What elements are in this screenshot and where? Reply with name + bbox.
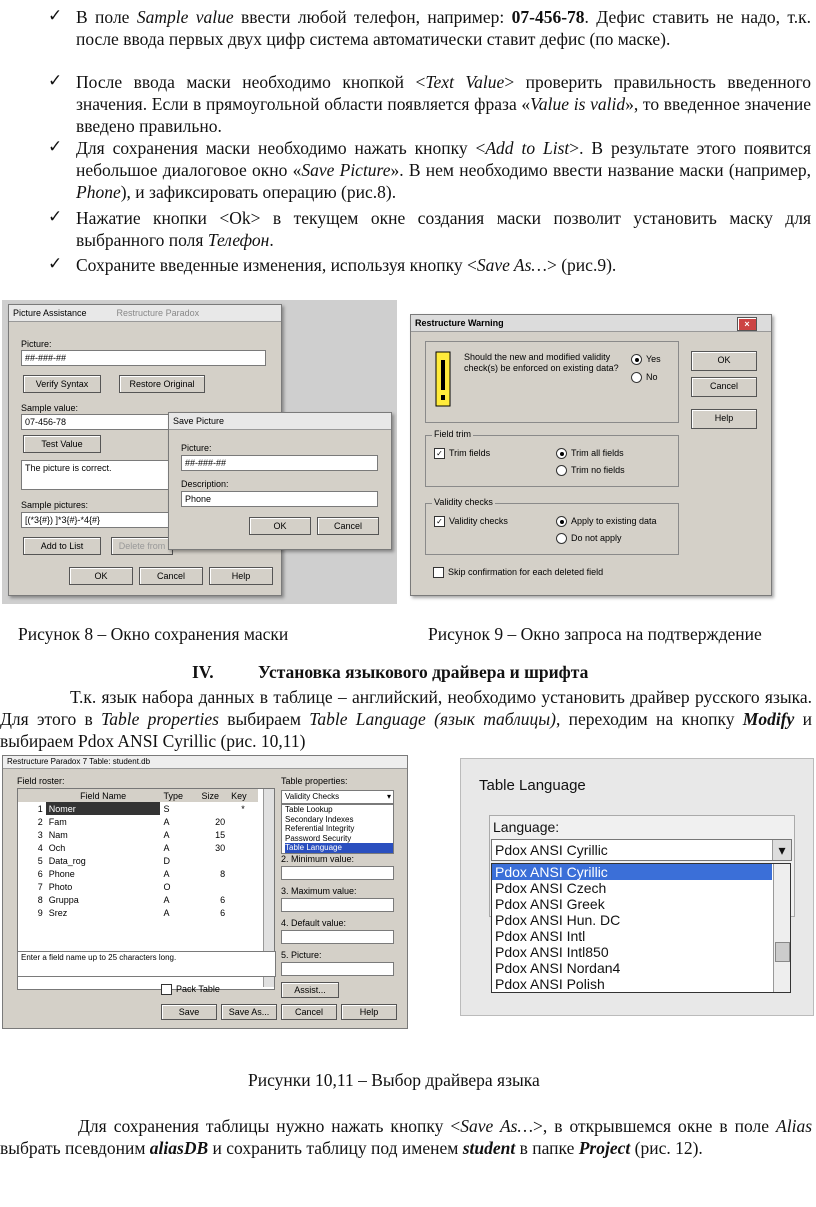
cancel-button[interactable]: Cancel xyxy=(691,377,757,397)
picture-input[interactable]: ##-###-## xyxy=(21,350,266,366)
do-not-apply-radio[interactable]: Do not apply xyxy=(556,533,622,544)
figure-11 xyxy=(460,758,814,1016)
maximum-input[interactable] xyxy=(281,898,394,912)
figure-9 xyxy=(410,300,812,600)
table-row[interactable]: 6 Phone A 8 xyxy=(37,868,226,879)
list-item[interactable]: Pdox ANSI Greek xyxy=(495,896,605,912)
ok-button[interactable]: OK xyxy=(691,351,757,371)
bullet-1: В поле Sample value ввести любой телефон, например: 07-456-78. Дефис ставить не надо, т.к. после ввода первых двух цифр система автоматически ставит дефис (по маске). xyxy=(76,7,812,49)
delete-from-button[interactable]: Delete from xyxy=(111,537,173,555)
picture-label: 5. Picture: xyxy=(281,950,322,960)
sample-value-input[interactable]: 07-456-78 xyxy=(21,414,266,430)
list-item-selected[interactable]: Pdox ANSI Cyrillic xyxy=(492,864,772,880)
paragraph-1: Т.к. язык набора данных в таблице – английский, необходимо установить драйвер русского языка. Для этого в Table properties выбираем Table Language (язык таблицы), переходим на кнопку Modify и выбираем Pdox ANSI Cyrillic (рис. 10,11) xyxy=(0,687,812,751)
trim-fields-checkbox[interactable]: ✓ Trim fields xyxy=(434,448,490,459)
help-button[interactable]: Help xyxy=(209,567,273,585)
minimum-input[interactable] xyxy=(281,866,394,880)
column-header: Key xyxy=(231,790,247,801)
list-item[interactable]: Pdox ANSI Intl xyxy=(495,928,586,944)
table-row[interactable]: 2 Fam A 20 xyxy=(37,816,226,827)
language-combo[interactable]: Pdox ANSI Cyrillic ▾ xyxy=(491,839,792,861)
language-list[interactable] xyxy=(491,863,791,993)
section-heading: Установка языкового драйвера и шрифта xyxy=(258,662,589,682)
list-item[interactable]: Table Lookup xyxy=(285,805,333,814)
table-row[interactable]: 5 Data_rog D xyxy=(37,855,170,866)
bullet-5: Сохраните введенные изменения, используя кнопку <Save As…> (рис.9). xyxy=(76,255,617,275)
trim-none-radio[interactable]: Trim no fields xyxy=(556,465,625,476)
save-as-button[interactable]: Save As... xyxy=(221,1004,277,1020)
ok-button[interactable]: OK xyxy=(69,567,133,585)
list-item-selected[interactable]: Table Language xyxy=(285,843,393,853)
skip-confirmation-checkbox[interactable]: Skip confirmation for each deleted field xyxy=(433,567,603,578)
validity-checks-checkbox[interactable]: ✓ Validity checks xyxy=(434,516,508,527)
picture-label: Picture: xyxy=(21,339,52,349)
bullet-3: Для сохранения маски необходимо нажать кнопку <Add to List>. В результате этого появится небольшое диалоговое окно «Save Picture». В нем необходимо ввести название маски (например, Phone), и зафиксировать операцию (рис.8). xyxy=(76,138,811,202)
cancel-button[interactable]: Cancel xyxy=(317,517,379,535)
cancel-button[interactable]: Cancel xyxy=(281,1004,337,1020)
paragraph-2: Для сохранения таблицы нужно нажать кнопку <Save As…>, в открывшемся окне в поле Alias выбрать псевдоним aliasDB и сохранить таблицу под именем student в папке Project (рис. 12). xyxy=(0,1116,813,1158)
sample-pictures-input[interactable]: [(*3{#}) ]*3{#}-*4{#} xyxy=(21,512,266,528)
status-box: The picture is correct. xyxy=(21,460,266,490)
help-button[interactable]: Help xyxy=(341,1004,397,1020)
check-icon: ✓ xyxy=(48,6,63,25)
group-label: Field trim xyxy=(434,429,472,439)
chevron-down-icon: ▾ xyxy=(386,792,391,801)
default-input[interactable] xyxy=(281,930,394,944)
trim-all-radio[interactable]: Trim all fields xyxy=(556,448,624,459)
field-roster-label: Field roster: xyxy=(17,776,65,786)
check-icon: ✓ xyxy=(48,207,63,226)
table-row[interactable]: 1 Nomer S * xyxy=(37,803,245,814)
table-row[interactable]: 4 Och A 30 xyxy=(37,842,226,853)
picture-label: Picture: xyxy=(181,443,212,453)
sample-value-label: Sample value: xyxy=(21,403,79,413)
add-to-list-button[interactable]: Add to List xyxy=(23,537,101,555)
validity-checks-group xyxy=(425,497,679,555)
yes-radio[interactable]: Yes xyxy=(631,354,661,365)
list-item[interactable]: Pdox ANSI Intl850 xyxy=(495,944,609,960)
list-item[interactable]: Pdox ANSI Nordan4 xyxy=(495,960,621,976)
description-label: Description: xyxy=(181,479,229,489)
language-label: Language: xyxy=(493,819,560,835)
no-radio[interactable]: No xyxy=(631,372,658,383)
save-button[interactable]: Save xyxy=(161,1004,217,1020)
list-item[interactable]: Pdox ANSI Czech xyxy=(495,880,607,896)
check-icon: ✓ xyxy=(48,254,63,273)
maximum-label: 3. Maximum value: xyxy=(281,886,357,896)
test-value-button[interactable]: Test Value xyxy=(23,435,101,453)
figure-8 xyxy=(2,300,397,604)
sample-pictures-label: Sample pictures: xyxy=(21,500,89,510)
hint-box: Enter a field name up to 25 characters long. xyxy=(17,951,276,977)
close-icon[interactable]: × xyxy=(737,317,757,331)
pack-table-checkbox[interactable]: Pack Table xyxy=(161,984,220,995)
warning-icon xyxy=(432,350,454,408)
restructure-warning-window xyxy=(410,314,772,596)
assist-button[interactable]: Assist... xyxy=(281,982,339,998)
caption-8: Рисунок 8 – Окно сохранения маски xyxy=(18,624,289,644)
table-row[interactable]: 3 Nam A 15 xyxy=(37,829,226,840)
table-row[interactable]: 9 Srez A 6 xyxy=(37,907,226,918)
cancel-button[interactable]: Cancel xyxy=(139,567,203,585)
verify-syntax-button[interactable]: Verify Syntax xyxy=(23,375,101,393)
list-item[interactable]: Pdox ANSI Polish xyxy=(495,976,605,992)
scrollbar-thumb[interactable] xyxy=(775,942,790,962)
description-input[interactable]: Phone xyxy=(181,491,378,507)
question-text: Should the new and modified validity check(s) be enforced on existing data? xyxy=(464,352,619,373)
column-header: Field Name xyxy=(80,790,127,801)
column-header: Type xyxy=(163,790,183,801)
help-button[interactable]: Help xyxy=(691,409,757,429)
check-icon: ✓ xyxy=(48,71,63,90)
picture-input[interactable] xyxy=(281,962,394,976)
table-properties-label: Table properties: xyxy=(281,776,348,786)
caption-10-11: Рисунки 10,11 – Выбор драйвера языка xyxy=(248,1070,540,1090)
apply-existing-radio[interactable]: Apply to existing data xyxy=(556,516,657,527)
restore-original-button[interactable]: Restore Original xyxy=(119,375,205,393)
table-properties-combo[interactable]: Validity Checks ▾ xyxy=(281,790,394,804)
picture-input[interactable]: ##-###-## xyxy=(181,455,378,471)
save-picture-window xyxy=(168,412,392,550)
window-title: Restructure Paradox 7 Table: student.db xyxy=(3,756,407,769)
default-label: 4. Default value: xyxy=(281,918,347,928)
table-row[interactable]: 7 Photo O xyxy=(37,881,171,892)
table-row[interactable]: 8 Gruppa A 6 xyxy=(37,894,226,905)
window-title: Table Language xyxy=(479,777,586,794)
list-item[interactable]: Pdox ANSI Hun. DC xyxy=(495,912,621,928)
scrollbar[interactable] xyxy=(773,864,790,992)
list-item[interactable]: Referential Integrity xyxy=(285,824,355,833)
window-title: Restructure Warning xyxy=(411,315,771,332)
minimum-label: 2. Minimum value: xyxy=(281,854,355,864)
ok-button[interactable]: OK xyxy=(249,517,311,535)
column-header: Size xyxy=(201,790,219,801)
bullet-2: После ввода маски необходимо кнопкой <Text Value> проверить правильность введенного значения. Если в прямоугольной области появляется фраза «Value is valid», то введенное значение введено правильно. xyxy=(76,72,811,136)
section-number: IV. xyxy=(192,662,214,682)
list-item[interactable]: Secondary Indexes xyxy=(285,814,354,824)
caption-9: Рисунок 9 – Окно запроса на подтверждение xyxy=(428,624,762,644)
field-trim-group xyxy=(425,429,679,487)
check-icon: ✓ xyxy=(48,137,63,156)
window-title: Picture Assistance Restructure Paradox xyxy=(9,305,281,322)
chevron-down-icon[interactable]: ▾ xyxy=(772,840,791,860)
window-title: Save Picture xyxy=(169,413,391,430)
question-group xyxy=(425,341,679,423)
list-item[interactable]: Password Security xyxy=(285,833,352,843)
bullet-4: Нажатие кнопки <Ok> в текущем окне создания маски позволит установить маску для выбранного поля Телефон. xyxy=(76,208,811,250)
group-label: Validity checks xyxy=(434,497,493,507)
table-properties-list[interactable] xyxy=(281,804,394,854)
figure-10 xyxy=(2,755,408,1029)
